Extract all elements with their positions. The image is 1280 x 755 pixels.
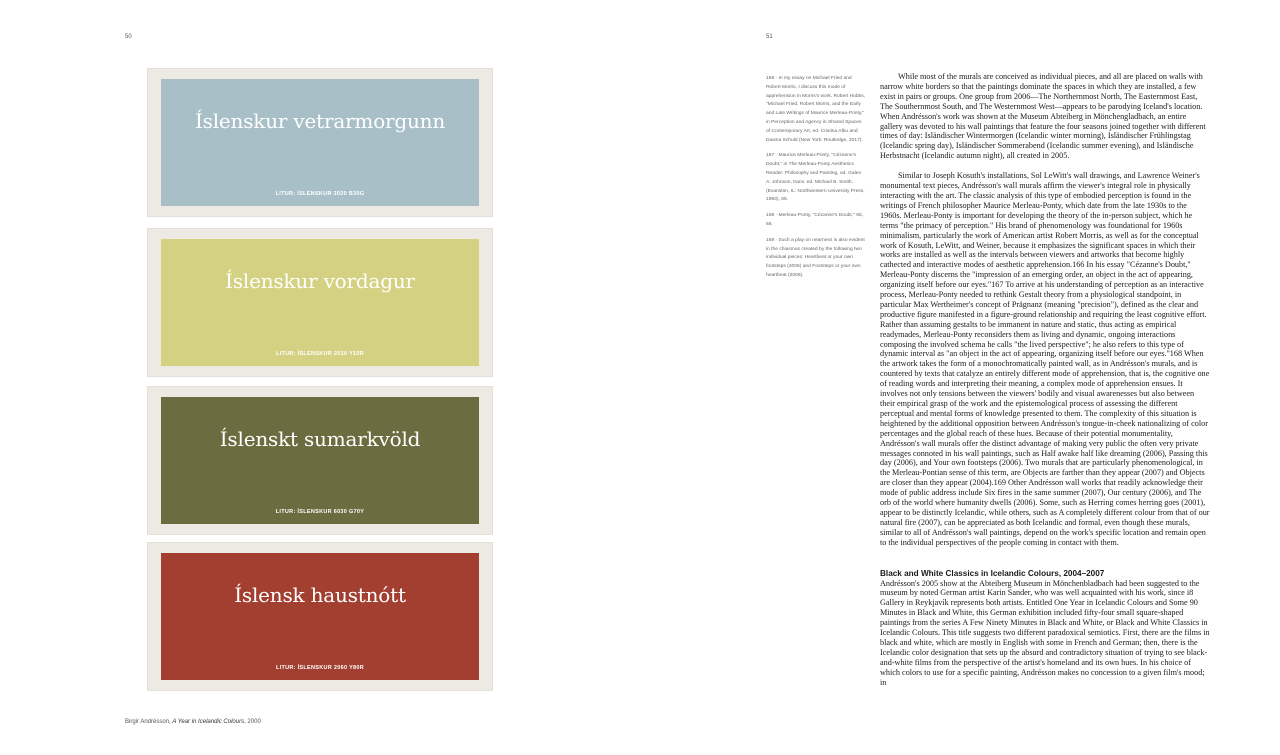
artwork-panel-winter bbox=[147, 68, 493, 217]
panel-title: Íslenskt sumarkvöld bbox=[219, 427, 421, 451]
body-text bbox=[880, 72, 1210, 687]
panel-color-code: LITUR: ÍSLENSKUR 3020 B30G bbox=[275, 191, 365, 197]
paragraph-classics: Andrésson's 2005 show at the Abteiberg Museum in Mönchenbladbach had been suggested to the museum by noted German artist Karin Sander, who was well acquainted with his work, since i8 Gallery in Reykjavík represents both artists. Entitled One Year in Icelandic Colours and Some 90 Minutes in Black and White, this German exhibition included fifty-four small square-shaped paintings from the series A Few Ninety Minutes in Black and White, or Black and White Classics in Icelandic Colours. This title suggests two different paradoxical semiotics. First, there are the films in black and white, which are mostly in English with some in French and German; then, there is the Icelandic color designation that sets up the absurd and contradictory situation of trying to see black-and-white films from the perspective of the artist's homeland and its own hues. In his choice of which colors to use for a specific painting, Andrésson makes no concession to a given film's mood; in bbox=[880, 578, 1210, 687]
page-number-right: 51 bbox=[766, 34, 773, 40]
caption-work-title: A Year in Icelandic Colours bbox=[172, 719, 245, 725]
panel-color-code: LITUR: ÍSLENSKUR 2010 Y10R bbox=[275, 351, 365, 357]
color-field bbox=[161, 239, 479, 366]
panel-title: Íslensk haustnótt bbox=[234, 583, 406, 607]
artwork-panel-summer bbox=[147, 386, 493, 535]
color-field bbox=[161, 79, 479, 206]
panel-color-code: LITUR: ÍSLENSKUR 6030 G70Y bbox=[275, 509, 365, 515]
artwork-panel-spring bbox=[147, 228, 493, 377]
color-field bbox=[161, 397, 479, 524]
panel-title: Íslenskur vordagur bbox=[225, 269, 415, 293]
footnote-168: 168 · Merleau-Ponty, "Cézanne's Doubt," 65, 66. bbox=[766, 213, 864, 227]
section-heading: Black and White Classics in Icelandic Colours, 2004–2007 bbox=[880, 568, 1105, 578]
paragraph-murals: While most of the murals are conceived as individual pieces, and all are placed on walls with narrow white borders so that the paintings dominate the spaces in which they are installed, a few exist in pairs or groups. One group from 2006—The Northernmost North, The Easternmost East, The Southernmost South, and The Westernmost West—appears to be parodying Iceland's location. When Andrésson's work was shown at the Museum Abteiberg in Mönchengladbach, an entire gallery was devoted to his wall paintings that feature the four seasons joined together with different times of day: Isländischer Wintermorgen (Icelandic winter morning), Isländischer Frühlingstag (Icelandic spring day), Isländischer Sommerabend (Icelandic summer evening), and Isländische Herbstnacht (Icelandic autumn night), all created in 2005. bbox=[880, 72, 1206, 161]
footnote-167: 167 · Maurice Merleau-Ponty, "Cézanne's Doubt," in The Merleau-Ponty Aesthetics Reader: Philosophy and Painting, ed. Galen A. Johnson, trans. ed. Michael B. Smith. (Evanston, IL: Northwestern University Press, 1993), 65. bbox=[766, 153, 865, 203]
caption-year: , 2000 bbox=[244, 719, 261, 725]
artwork-panel-autumn bbox=[147, 542, 493, 691]
figure-caption bbox=[125, 719, 261, 725]
footnotes-column bbox=[766, 75, 866, 288]
footnote-166: 166 · In my essay on Michael Fried and Robert Morris, I discuss this mode of apprehension in Morris's work. Robert Hobbs, "Michael Fried, Robert Morris, and the Early and Late Writings of Maurice Merleau-Ponty," in Perception and Agency in Shared Spaces of Contemporary Art, ed. Cristina Albu and Dawna Schuld (New York: Routledge, 2017). bbox=[766, 76, 866, 143]
paragraph-phenomenology: Similar to Joseph Kosuth's installations, Sol LeWitt's wall drawings, and Lawrence Weiner's monumental text pieces, Andrésson's wall murals affirm the viewer's integral role in physically interacting with the art. The classic analysis of this type of embodied perception is found in the writings of French philosopher Maurice Merleau-Ponty, which date from the late 1930s to the 1960s. Merleau-Ponty is important for developing the theory of the in-person subject, which he terms "the primacy of perception." His brand of phenomenology was foundational for 1960s minimalism, particularly the work of American artist Robert Morris, as well as for the conceptual work of Kosuth, LeWitt, and Weiner, because it emphasizes the significant spaces in which their works are installed as well as the intervals between viewers and artworks that become highly cathected and interactive modes of aesthetic apprehension.166 In his essay "Cézanne's Doubt," Merleau-Ponty discerns the "impression of an emerging order, an object in the act of appearing, organizing itself before our eyes."167 To arrive at his understanding of perception as an interactive process, Merleau-Ponty needed to rethink Gestalt theory from a physiological standpoint, in particular Max Wertheimer's concept of Prägnanz (meaning "precision"), defined as the clear and productive figure manifested in a figure-ground relationship and requiring the least cognitive effort. Rather than assuming gestalts to be immanent in nature and static, thus acting as empirical readymades, Merleau-Ponty reconsiders them as living and dynamic, ongoing interactions composing the involved schema he calls "the lived perspective"; he also refers to this type of dynamic interval as "an object in the act of appearing, organizing itself before our eyes."168 When the artwork takes the form of a monochromatically painted wall, as in Andrésson's murals, and is countered by texts that catalyze an entirely different mode of apprehension, that is, the cognitive one of reading words and interpreting their meaning, a complex mode of apprehension ensues. It involves not only tensions between the viewers' bodily and visual awarenesses but also between their empirical grasp of the work and the epistemological process of assessing the different perceptual and mental forms of knowledge presented to them. The complexity of this situation is heightened by the additional opposition between Andrésson's tongue-in-cheek nationalizing of color percentages and the global reach of these hues. Because of their potential monumentality, Andrésson's wall murals offer the distinct advantage of making very public the often very private messages connoted in his wall paintings, such as Half awake half like dreaming (2006), Passing this day (2006), and Your own footsteps (2006). Two murals that are particularly phenomenological, in the Merleau-Pontian sense of this term, are Objects are farther than they appear (2007) and Objects are closer than they appear (2004).169 Other Andrésson wall works that readily acknowledge their mode of public address include Six fires in the same summer (2007), Our century (2006), and The orb of the world where humanity dwells (2006). Some, such as Herring comes herring goes (2001), appear to be distinctly Icelandic, while others, such as A completely different colour from that of our natural fire (2007), can be appreciated as both Icelandic and formal, even though these murals, similar to all of Andrésson's wall paintings, depend on the work's specific location and remain open to the individual perspectives of the people coming in contact with them. bbox=[880, 171, 1210, 547]
caption-artist: Birgir Andrésson, bbox=[125, 719, 171, 725]
footnote-169: 169 · Such a play on nearness is also evident in the chiasmus created by the following two individual pieces: Heartbeat or your own footsteps (2006) and Footsteps or your own heartbeat (2006). bbox=[766, 237, 865, 278]
panel-color-code: LITUR: ÍSLENSKUR 2060 Y80R bbox=[275, 665, 365, 671]
color-field bbox=[161, 553, 479, 680]
page-number-left: 50 bbox=[125, 34, 132, 40]
panel-title: Íslenskur vetrarmorgunn bbox=[194, 109, 446, 133]
